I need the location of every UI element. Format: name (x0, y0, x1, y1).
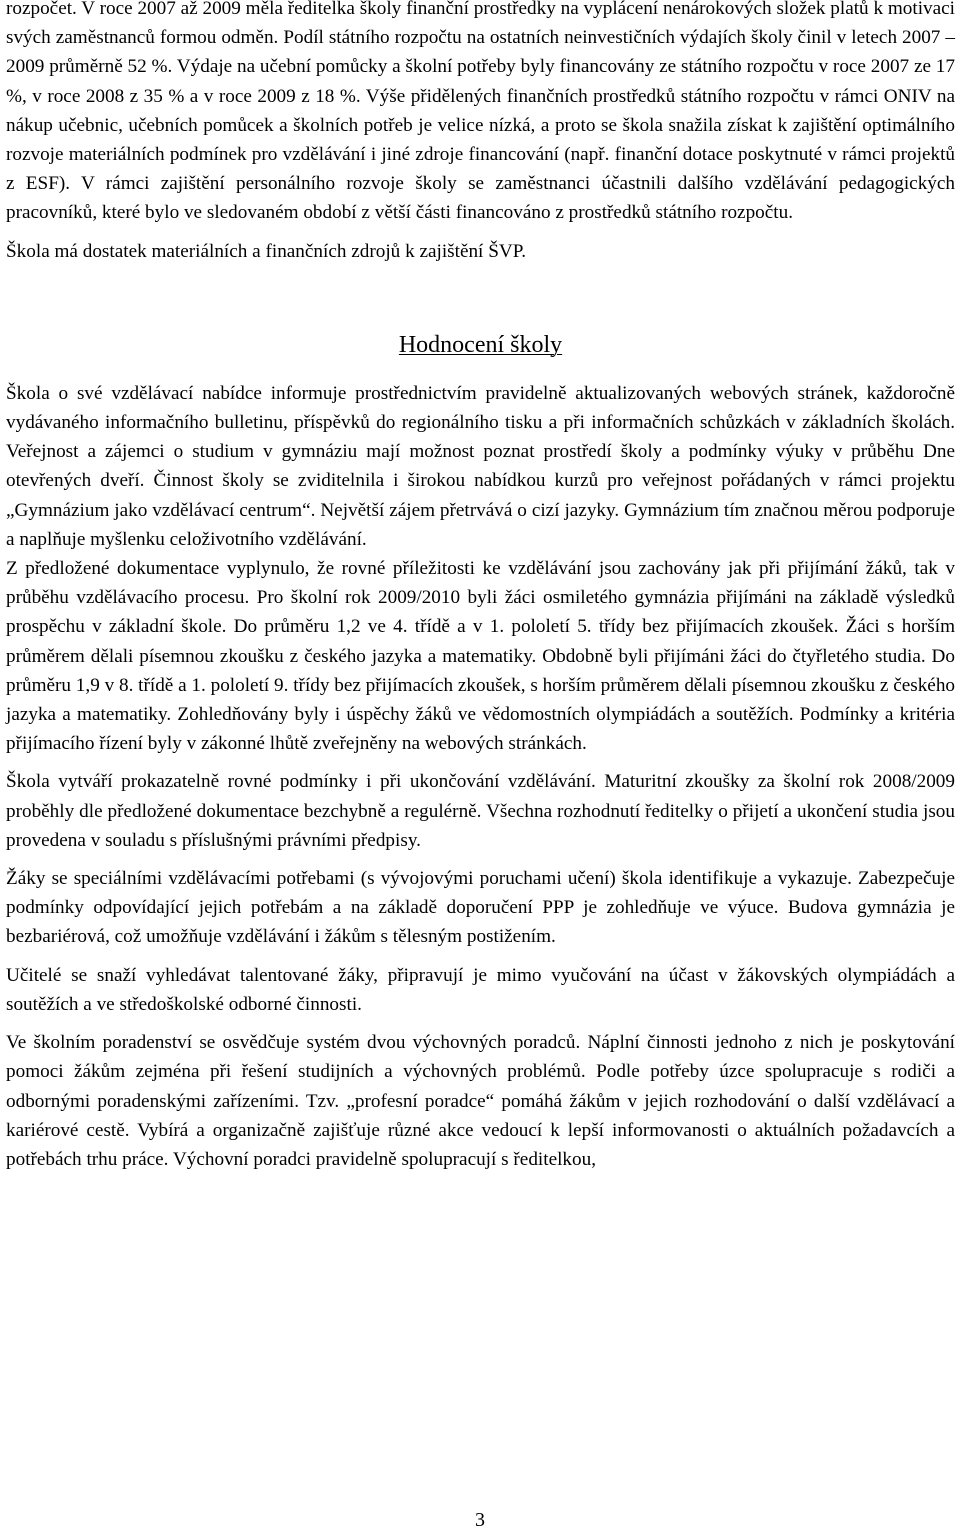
paragraph-counseling: Ve školním poradenství se osvědčuje systém dvou výchovných poradců. Náplní činnosti jednoho z nich je poskytování pomoci žákům zejména při řešení studijních a výchovných problémů. Podle potřeby úzce spolupracuje s rodiči a odbornými poradenskými zařízeními. Tzv. „profesní poradce“ pomáhá žákům v jejich rozhodování o další vzdělávací a kariérové cestě. Vybírá a organizačně zajišťuje různé akce vedoucí k lepší informovanosti o aktuálních požadavcích a potřebách trhu práce. Výchovní poradci pravidelně spolupracují s ředitelkou, (6, 1032, 955, 1170)
paragraph-financing: rozpočet. V roce 2007 až 2009 měla ředitelka školy finanční prostředky na vyplácení nenárokových složek platů k motivaci svých zaměstnanců formou odměn. Podíl státního rozpočtu na ostatních neinvestičních výdajích školy činil v letech 2007 – 2009 průměrně 52 %. Výdaje na učební pomůcky a školní potřeby byly financovány ze státního rozpočtu v roce 2007 ze 17 %, v roce 2008 z 35 % a v roce 2009 z 18 %. Výše přidělených finančních prostředků státního rozpočtu v rámci ONIV na nákup učebnic, učebních pomůcek a školních potřeb je velice nízká, a proto se škola snažila získat k zajištění optimálního rozvoje materiálních podmínek pro vzdělávání i jiné zdroje financování (např. finanční dotace poskytnuté v rámci projektů z ESF). V rámci zajištění personálního rozvoje školy se zaměstnanci účastnili dalšího vzdělávání pedagogických pracovníků, které bylo ve sledovaném období z větší části financováno z prostředků státního rozpočtu. (6, 0, 955, 224)
document-page (6, 0, 955, 1174)
paragraph-resources-summary: Škola má dostatek materiálních a finančních zdrojů k zajištění ŠVP. (6, 240, 527, 262)
paragraph-promotion: Škola o své vzdělávací nabídce informuje prostřednictvím pravidelně aktualizovaných webových stránek, každoročně vydávaného informačního bulletinu, příspěvků do regionálního tisku a při informačních schůzkách v základních školách. Veřejnost a zájemci o studium v gymnáziu mají možnost poznat prostředí školy a podmínky výuky v průběhu Dne otevřených dveří. Činnost školy se zviditelnila i širokou nabídkou kurzů pro veřejnost pořádaných v rámci projektu „Gymnázium jako vzdělávací centrum“. Největší zájem přetrvává o cizí jazyky. Gymnázium tím značnou měrou podporuje a naplňuje myšlenku celoživotního vzdělávání. (6, 382, 955, 550)
paragraph-admissions: Z předložené dokumentace vyplynulo, že rovné příležitosti ke vzdělávání jsou zachovány jak při přijímání žáků, tak v průběhu vzdělávacího procesu. Pro školní rok 2009/2010 byli žáci osmiletého gymnázia přijímáni na základě výsledků prospěchu v základní škole. Do průměru 1,2 ve 4. třídě a v 1. pololetí 5. třídy bez přijímacích zkoušek. Žáci s horším průměrem dělali písemnou zkoušku z českého jazyka a matematiky. Obdobně byli přijímáni žáci do čtyřletého studia. Do průměru 1,9 v 8. třídě a 1. pololetí 9. třídy bez přijímacích zkoušek, s horším průměrem dělali písemnou zkoušku z českého jazyka a matematiky. Zohledňovány byly i úspěchy žáků ve vědomostních olympiádách a soutěžích. Podmínky a kritéria přijímacího řízení byly v zákonné lhůtě zveřejněny na webových stránkách. (6, 558, 956, 755)
paragraph-special-needs: Žáky se speciálními vzdělávacími potřebami (s vývojovými poruchami učení) škola identifikuje a vykazuje. Zabezpečuje podmínky odpovídající jejich potřebám a na základě doporučení PPP je zohledňuje ve výuce. Budova gymnázia je bezbariérová, což umožňuje vzdělávání i žákům s tělesným postižením. (6, 868, 955, 948)
page-number: 3 (475, 1509, 485, 1531)
paragraph-talented-students: Učitelé se snaží vyhledávat talentované žáky, připravují je mimo vyučování na účast v žákovských olympiádách a soutěžích a ve středoškolské odborné činnosti. (6, 964, 955, 1015)
paragraph-graduation: Škola vytváří prokazatelně rovné podmínky i při ukončování vzdělávání. Maturitní zkoušky za školní rok 2008/2009 proběhly dle předložené dokumentace bezchybně a regulérně. Všechna rozhodnutí ředitelky o přijetí a ukončení studia jsou provedena v souladu s příslušnými právními předpisy. (6, 771, 955, 851)
section-heading: Hodnocení školy (398, 331, 563, 358)
